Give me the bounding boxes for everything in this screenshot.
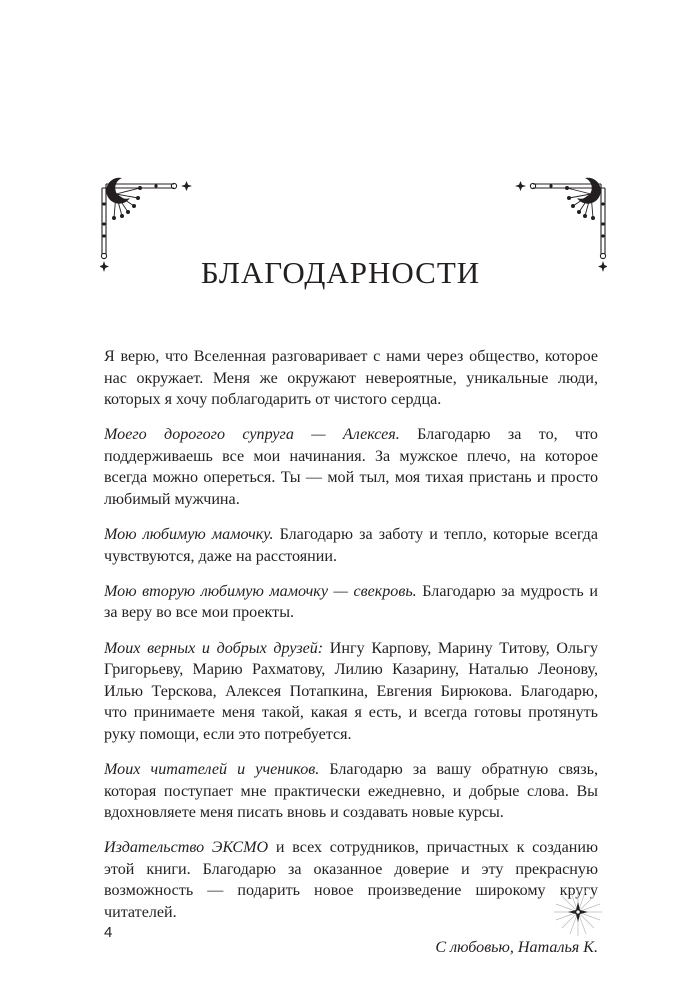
paragraph-text: Благодарю за то, что поддерживаешь все мои начинания. За мужское плечо, на которое всегда можно опереться. Ты — мой тыл, моя тихая пристань и просто любимый мужчина.	[104, 426, 598, 509]
paragraph-friends	[104, 638, 598, 746]
paragraph-text: Ингу Карпову, Марину Титову, Ольгу Григорьеву, Марию Рахматову, Лилию Казарину, Наталью Леонову, Илью Терскова, Алексея Потапкина, Евгения Бирюкова. Благодарю, что принимаете меня такой, какая я есть, и всегда готовы протянуть руку помощи, если это потребуется.	[104, 639, 598, 743]
paragraph-mother-in-law	[104, 581, 598, 624]
paragraph-lead: Моих верных и добрых друзей:	[104, 639, 324, 657]
signature: С любовью, Наталья К.	[435, 939, 598, 957]
paragraph-readers	[104, 759, 598, 824]
paragraph-text: Благодарю за заботу и тепло, которые всегда чувствуются, даже на расстоянии.	[104, 526, 598, 565]
paragraph-lead: Мою вторую любимую мамочку — свекровь.	[104, 582, 417, 600]
paragraph-husband	[104, 424, 598, 510]
paragraph-mother	[104, 524, 598, 567]
paragraph-intro	[104, 346, 598, 411]
page-number: 4	[104, 924, 113, 941]
paragraph-lead: Моего дорогого супруга — Алексея.	[104, 426, 400, 444]
paragraph-text: Благодарю за вашу обратную связь, которая поступает мне практически ежедневно, и добрые слова. Вы вдохновляете меня писать вновь и создавать новые курсы.	[104, 761, 598, 822]
paragraph-text: Благодарю за мудрость и за веру во все мои проекты.	[104, 582, 598, 622]
paragraph-text: и всех сотрудников, причастных к созданию этой книги. Благодарю за оказанное доверие и эту прекрасную возможность — подарить новое произведение широкому кругу читателей.	[104, 839, 598, 922]
paragraph-lead: Издательство ЭКСМО	[104, 839, 269, 857]
paragraph-publisher	[104, 837, 598, 923]
paragraph-lead: Моих читателей и учеников.	[104, 761, 320, 778]
paragraph-lead: Мою любимую мамочку.	[104, 526, 274, 544]
page-title: БЛАГОДАРНОСТИ	[200, 255, 481, 290]
paragraph-text: Я верю, что Вселенная разговаривает с нами через общество, которое нас окружает. Меня же окружают невероятные, уникальные люди, которых я хочу поблагодарить от чистого сердца.	[104, 348, 598, 409]
acknowledgements-body	[104, 346, 598, 959]
sparkle-star-icon	[550, 884, 606, 940]
